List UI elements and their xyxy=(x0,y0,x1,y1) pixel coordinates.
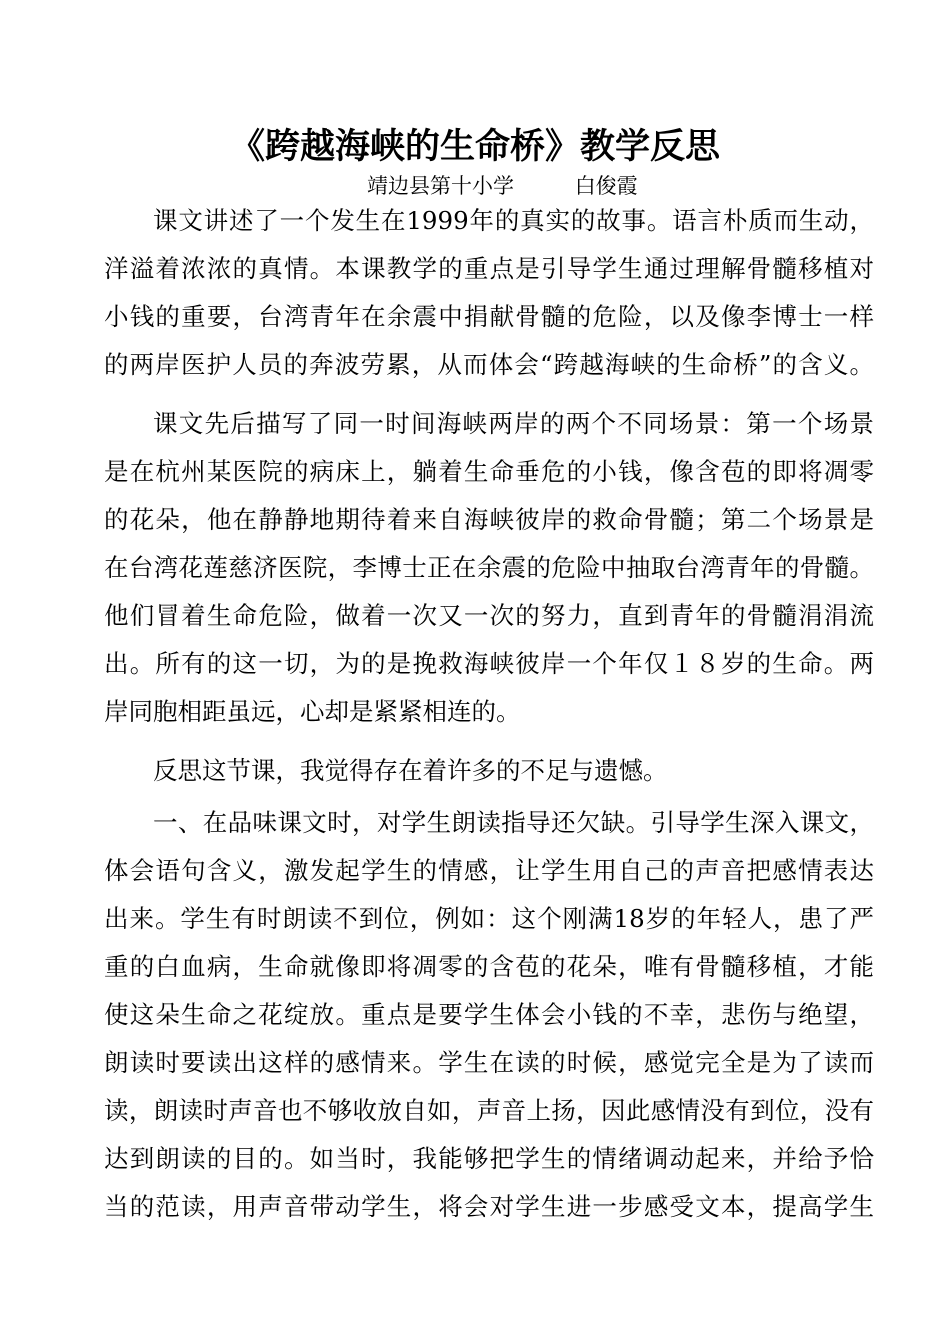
paragraph xyxy=(104,400,874,736)
text-line: 使这朵生命之花绽放。重点是要学生体会小钱的不幸，悲伤与绝望， xyxy=(104,1000,874,1029)
author-name: 白俊霞 xyxy=(574,174,638,198)
text-line: 一、在品味课文时，对学生朗读指导还欠缺。引导学生深入课文， xyxy=(153,808,874,837)
text-line: 读，朗读时声音也不够收放自如，声音上扬，因此感情没有到位，没有 xyxy=(104,1096,874,1125)
text-line: 的花朵，他在静静地期待着来自海峡彼岸的救命骨髓；第二个场景是 xyxy=(104,505,874,534)
text-line: 达到朗读的目的。如当时，我能够把学生的情绪调动起来，并给予恰 xyxy=(104,1144,874,1173)
text-line: 在台湾花莲慈济医院，李博士正在余震的危险中抽取台湾青年的骨髓。 xyxy=(104,553,874,582)
document-title: 《跨越海峡的生命桥》教学反思 xyxy=(229,126,720,167)
paragraph xyxy=(104,799,874,1231)
text-line: 反思这节课，我觉得存在着许多的不足与遗憾。 xyxy=(153,756,668,785)
paragraph xyxy=(104,747,874,795)
text-line: 出。所有的这一切，为的是挽救海峡彼岸一个年仅１８岁的生命。两 xyxy=(104,649,874,678)
text-line: 当的范读，用声音带动学生，将会对学生进一步感受文本，提高学生 xyxy=(104,1192,874,1221)
text-line: 的两岸医护人员的奔波劳累，从而体会“跨越海峡的生命桥”的含义。 xyxy=(104,350,874,379)
text-line: 是在杭州某医院的病床上，躺着生命垂危的小钱，像含苞的即将凋零 xyxy=(104,457,874,486)
text-line: 重的白血病，生命就像即将凋零的含苞的花朵，唯有骨髓移植，才能 xyxy=(104,952,874,981)
text-line: 出来。学生有时朗读不到位，例如：这个刚满18岁的年轻人，患了严 xyxy=(104,904,874,933)
text-line: 朗读时要读出这样的感情来。学生在读的时候，感觉完全是为了读而 xyxy=(104,1048,874,1077)
text-line: 岸同胞相距虽远，心却是紧紧相连的。 xyxy=(104,697,521,726)
school-name: 靖边县第十小学 xyxy=(367,174,514,198)
text-line: 体会语句含义，激发起学生的情感，让学生用自己的声音把感情表达 xyxy=(104,856,874,885)
text-line: 小钱的重要，台湾青年在余震中捐献骨髓的危险，以及像李博士一样 xyxy=(104,302,874,331)
text-line: 他们冒着生命危险，做着一次又一次的努力，直到青年的骨髓涓涓流 xyxy=(104,601,874,630)
text-line: 课文先后描写了同一时间海峡两岸的两个不同场景：第一个场景 xyxy=(153,409,874,438)
paragraph xyxy=(104,197,874,389)
text-line: 课文讲述了一个发生在1999年的真实的故事。语言朴质而生动， xyxy=(153,206,874,235)
text-line: 洋溢着浓浓的真情。本课教学的重点是引导学生通过理解骨髓移植对 xyxy=(104,254,874,283)
